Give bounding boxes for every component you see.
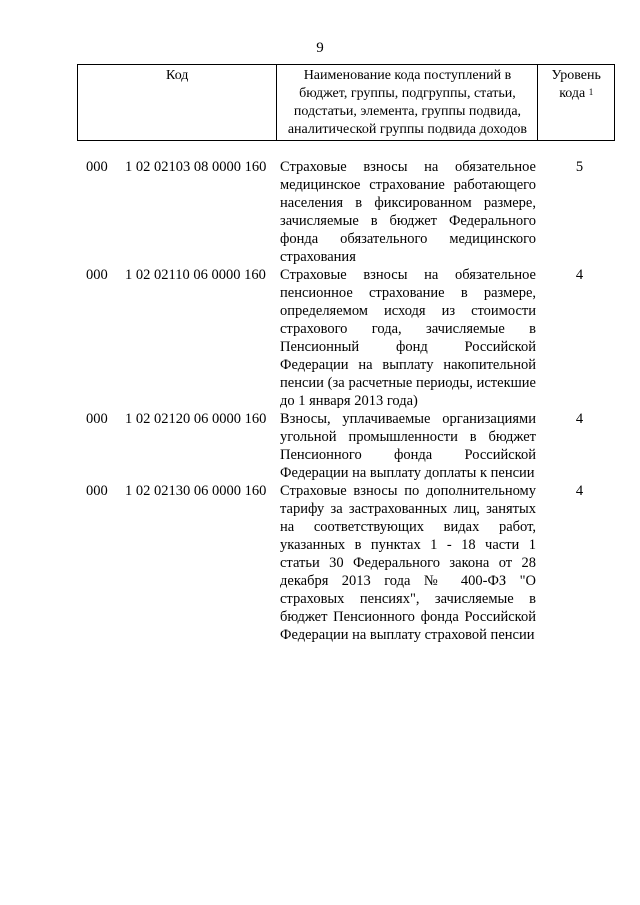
table-body <box>77 158 615 644</box>
admin-code: 000 <box>86 267 108 283</box>
header-level-label: Уровень кода <box>551 68 601 101</box>
admin-code: 000 <box>86 483 108 499</box>
code-level: 5 <box>575 159 584 175</box>
header-level <box>538 65 615 141</box>
page-number: 9 <box>316 40 324 56</box>
code-level: 4 <box>575 267 584 283</box>
income-name: Страховые взносы на обязательное медицинское страхование работающего населения в фиксированном размере, зачисляемые в бюджет Федерального фонда обязательного медицинского страхования <box>280 159 536 265</box>
budget-code: 1 02 02130 06 0000 160 <box>125 483 267 499</box>
budget-code: 1 02 02110 06 0000 160 <box>125 267 266 283</box>
admin-code: 000 <box>86 411 108 427</box>
table-row <box>77 158 615 266</box>
admin-code: 000 <box>86 159 108 175</box>
income-name: Страховые взносы по дополнительному тарифу за застрахованных лиц, занятых на соответствующих видах работ, указанных в пунктах 1 - 18 части 1 статьи 30 Федерального закона от 28 декабря 2013 года № 400-ФЗ "О страховых пенсиях", зачисляемые в бюджет Пенсионного фонда Российской Федерации на выплату страховой пенсии <box>280 483 536 643</box>
income-name: Страховые взносы на обязательное пенсионное страхование в размере, определяемом исходя из стоимости страхового года, зачисляемые в Пенсионный фонд Российской Федерации на выплату накопительной пенсии (за расчетные периоды, истекшие до 1 января 2013 года) <box>280 267 536 409</box>
table-row <box>77 266 615 410</box>
table-row <box>77 410 615 482</box>
code-level: 4 <box>575 411 584 427</box>
income-name: Взносы, уплачиваемые организациями угольной промышленности в бюджет Пенсионного фонда Российской Федерации на выплату доплаты к пенсии <box>280 411 536 481</box>
table-header <box>77 64 615 141</box>
code-level: 4 <box>575 483 584 499</box>
budget-code: 1 02 02120 06 0000 160 <box>125 411 267 427</box>
table-row <box>77 482 615 644</box>
budget-code: 1 02 02103 08 0000 160 <box>125 159 267 175</box>
header-name: Наименование кода поступлений в бюджет, группы, подгруппы, статьи, подстатьи, элемента, группы подвида, аналитической группы подвида доходов <box>277 65 538 141</box>
header-code: Код <box>78 65 277 141</box>
footnote-marker: 1 <box>588 87 594 97</box>
